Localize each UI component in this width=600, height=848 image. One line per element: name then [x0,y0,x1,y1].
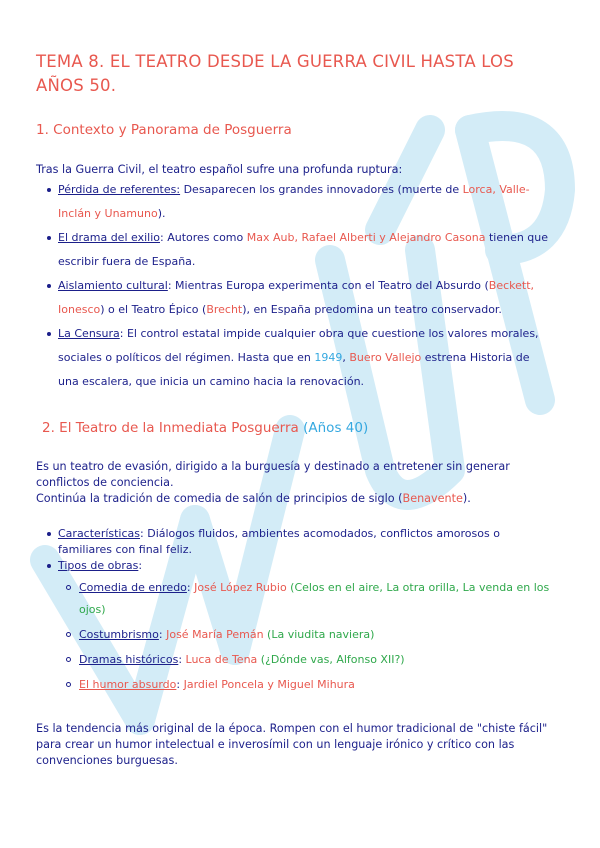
item-text: Desaparecen los grandes innovadores (muerte de [180,183,463,196]
item-label: Aislamiento cultural [58,279,168,292]
item-label: Tipos de obras [58,559,139,572]
item-highlight: Buero Vallejo [349,351,422,364]
section-2-paragraph: Es un teatro de evasión, dirigido a la burguesía y destinado a entretener sin generar conflictos de conciencia. [36,460,510,489]
item-label: Comedia de enredo [79,581,187,594]
item-text: : Diálogos fluidos, ambientes acomodados, conflictos amorosos o familiares con final feliz. [58,527,500,556]
paragraph-highlight: Benavente [402,492,463,505]
paragraph-text: ). [462,492,471,505]
item-text: : [138,559,143,572]
item-label: Dramas históricos [79,653,179,666]
closing-paragraph: Es la tendencia más original de la época. Rompen con el humor tradicional de "chiste fácil" para crear un humor intelectual e inverosímil con un lenguaje irónico y crítico con las convenciones burguesas. [36,722,548,767]
item-highlight: Brecht [206,303,243,316]
item-label: Costumbrismo [79,628,159,641]
item-label: El humor absurdo [79,678,177,691]
item-text: estrena Historia de una escalera, que inicia un camino hacia la renovación. [58,351,530,388]
section-2-paragraph [36,491,556,507]
list-item [40,558,550,574]
paragraph-text: Continúa la tradición de comedia de salón de principios de siglo ( [36,492,403,505]
circle-bullet-icon [66,585,71,590]
circle-bullet-icon [66,632,71,637]
item-author: Luca de Tena [185,653,258,666]
bullet-icon [47,564,51,568]
item-text: : [158,628,167,641]
item-text: , [342,351,350,364]
item-label: El drama del exilio [58,231,160,244]
item-text: : [186,581,195,594]
item-text: tienen que escribir fuera de España. [58,231,549,268]
item-author: Jardiel Poncela y Miguel Mihura [183,678,355,691]
item-author: José López Rubio [194,581,287,594]
item-text: ) o el Teatro Épico ( [100,303,207,316]
item-author: José María Pemán [166,628,264,641]
item-text: : El control estatal impide cualquier obra que cuestione los valores morales, sociales o políticos del régimen. Hasta que en [58,327,539,364]
item-highlight: Max Aub, Rafael Alberti y Alejandro Casona [246,231,486,244]
section-2-heading-text: 2. El Teatro de la Inmediata Posguerra [42,420,299,436]
section-1-intro: Tras la Guerra Civil, el teatro español sufre una profunda ruptura: [36,163,403,176]
bullet-icon [47,188,51,192]
list-item [40,322,550,394]
sub-list-item [64,649,554,671]
sub-list-item [64,624,554,646]
sub-list-item [64,577,554,621]
circle-bullet-icon [66,682,71,687]
bullet-icon [47,236,51,240]
item-text: ), en España predomina un teatro conservador. [242,303,502,316]
section-2-heading-accent: (Años 40) [303,420,369,436]
item-label: La Censura [58,327,120,340]
sub-list-item [64,674,554,696]
list-item [40,226,550,274]
item-label: Características [58,527,141,540]
bullet-icon [47,532,51,536]
section-1-heading: 1. Contexto y Panorama de Posguerra [36,122,292,138]
circle-bullet-icon [66,657,71,662]
bullet-icon [47,284,51,288]
item-year: 1949 [314,351,343,364]
item-text: ). [157,207,166,220]
item-text: : Autores como [160,231,247,244]
item-highlight: Lorca, Valle-Inclán y Unamuno [58,183,530,220]
section-2-heading [42,420,368,436]
item-label: Pérdida de referentes: [58,183,181,196]
item-works: (Celos en el aire, La otra orilla, La venda en los ojos) [79,581,550,616]
item-works: (La viudita naviera) [263,628,375,641]
item-works: (¿Dónde vas, Alfonso XII?) [257,653,405,666]
item-highlight: Beckett, Ionesco [58,279,535,316]
item-text: : [178,653,186,666]
list-item [40,178,550,226]
item-text: : [176,678,184,691]
list-item [40,526,510,558]
list-item [40,274,550,322]
item-text: : Mientras Europa experimenta con el Teatro del Absurdo ( [167,279,489,292]
document-title: TEMA 8. EL TEATRO DESDE LA GUERRA CIVIL HASTA LOS AÑOS 50. [36,52,514,95]
bullet-icon [47,332,51,336]
